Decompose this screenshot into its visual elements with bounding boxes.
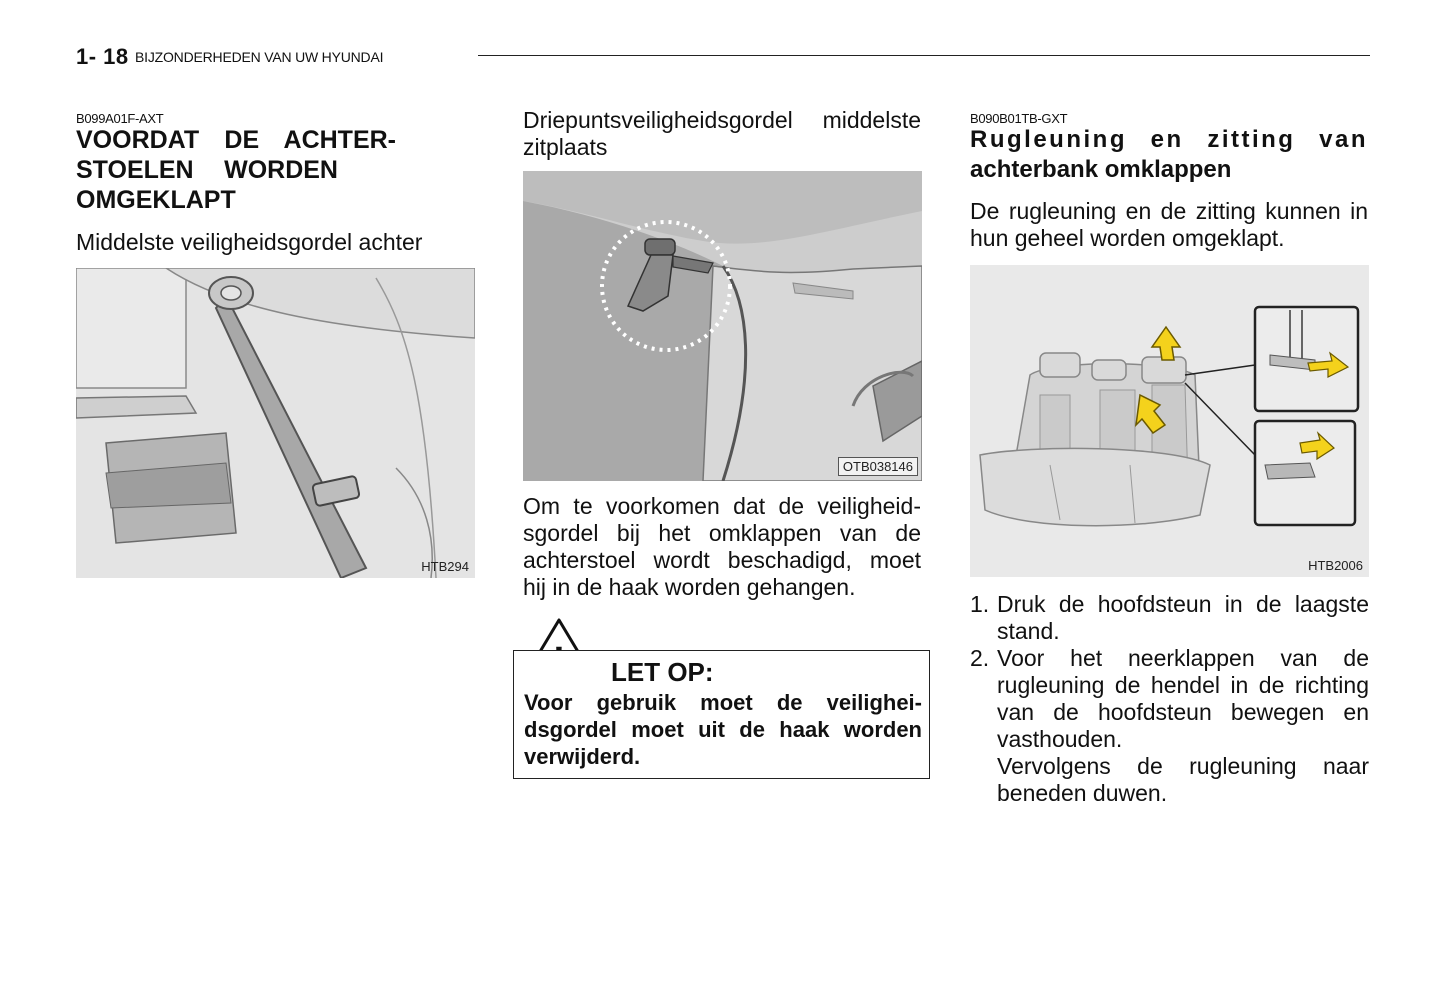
body-line: Om te voorkomen dat de veiligheid- xyxy=(523,493,921,519)
step-line: Druk de hoofdsteun in de laagste xyxy=(997,591,1369,617)
intro-line: zitplaats xyxy=(523,134,608,160)
step-line: van de hoofdsteun bewegen en xyxy=(997,699,1369,725)
figure-label: HTB2006 xyxy=(1308,558,1363,573)
seatbelt-figure xyxy=(76,268,475,578)
page-number: 1- 18 xyxy=(76,44,129,69)
chapter-title: BIJZONDERHEDEN VAN UW HYUNDAI xyxy=(135,49,384,65)
list-item xyxy=(970,645,1369,810)
hook-figure xyxy=(523,171,922,481)
intro-text xyxy=(523,107,921,161)
seatbelt-illustration xyxy=(76,268,475,578)
step-line: rugleuning de hendel in de richting xyxy=(997,672,1369,698)
hook-illustration xyxy=(523,171,922,481)
figure-label: HTB294 xyxy=(421,559,469,574)
section-heading xyxy=(76,125,396,215)
heading-line: achterbank omklappen xyxy=(970,156,1232,183)
intro-line: hun geheel worden omgeklapt. xyxy=(970,225,1285,251)
section-heading xyxy=(970,125,1368,185)
heading-line: VOORDAT DE ACHTER- xyxy=(76,126,396,154)
figure-label: OTB038146 xyxy=(838,457,918,476)
step-number: 2. xyxy=(970,645,990,671)
heading-line: STOELEN WORDEN xyxy=(76,156,338,184)
step-line: Voor het neerklappen van de xyxy=(997,645,1369,671)
step-text xyxy=(997,591,1369,645)
warning-line: dsgordel moet uit de haak worden xyxy=(524,717,922,742)
body-line: achterstoel wordt beschadigd, moet xyxy=(523,547,921,573)
header-rule xyxy=(478,55,1370,56)
warning-title: LET OP: xyxy=(611,657,714,687)
step-line: vasthouden. xyxy=(997,726,1123,752)
step-line: stand. xyxy=(997,618,1060,644)
warning-text xyxy=(524,689,922,770)
section-code: B099A01F-AXT xyxy=(76,111,164,126)
heading-line: OMGEKLAPT xyxy=(76,186,236,214)
warning-box xyxy=(513,650,930,779)
body-line: sgordel bij het omklappen van de xyxy=(523,520,921,546)
body-paragraph xyxy=(523,493,921,601)
intro-text xyxy=(970,198,1368,252)
intro-line: De rugleuning en de zitting kunnen in xyxy=(970,198,1368,224)
warning-line: verwijderd. xyxy=(524,744,641,769)
intro-line: Driepuntsveiligheidsgordel middelste xyxy=(523,107,921,133)
step-number: 1. xyxy=(970,591,990,617)
rear-seat-figure xyxy=(970,265,1369,577)
warning-line: Voor gebruik moet de veilighei- xyxy=(524,690,922,715)
step-line: beneden duwen. xyxy=(997,780,1168,806)
step-text xyxy=(997,645,1369,807)
section-code: B090B01TB-GXT xyxy=(970,111,1068,126)
heading-line: Rugleuning en zitting van xyxy=(970,126,1368,153)
body-line: hij in de haak worden gehangen. xyxy=(523,574,856,600)
rear-seat-illustration xyxy=(970,265,1369,577)
list-item xyxy=(970,591,1369,645)
step-line: Vervolgens de rugleuning naar xyxy=(997,753,1369,779)
figure-caption: Middelste veiligheidsgordel achter xyxy=(76,229,423,255)
